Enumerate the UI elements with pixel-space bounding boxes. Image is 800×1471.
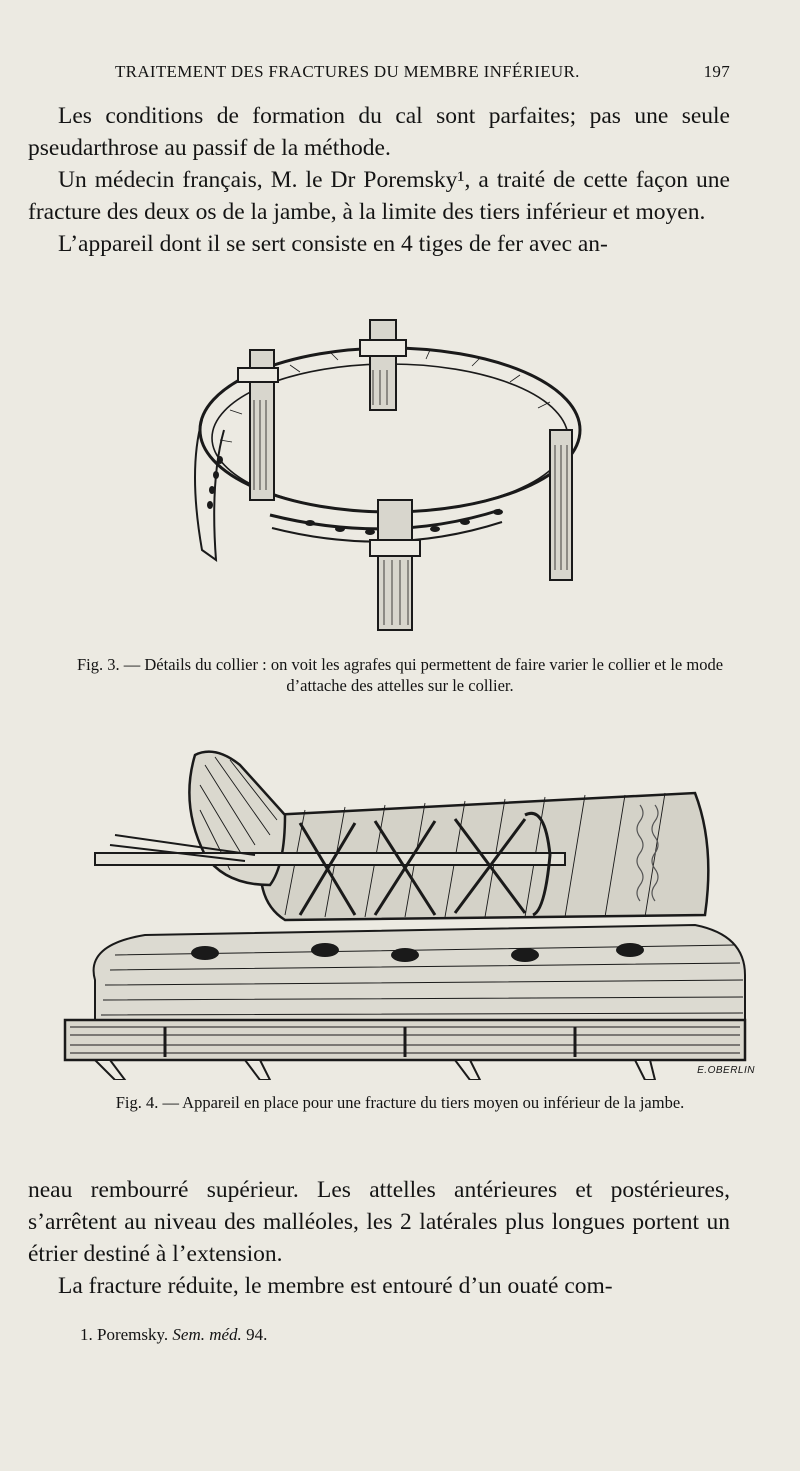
page-number: 197 (703, 62, 730, 81)
paragraph: Les conditions de formation du cal sont parfaites; pas une seule pseudarthrose au passif de la méthode. (28, 103, 730, 161)
paragraph: neau rembourré supérieur. Les attelles antérieures et postérieures, s’arrêtent au niveau des malléoles, les 2 latérales plus longues portent un étrier destiné à l’extension. (28, 1177, 730, 1267)
footnote-source: Sem. méd. (172, 1325, 242, 1344)
paragraph: La fracture réduite, le membre est entouré d’un ouaté com- (58, 1273, 613, 1299)
body-text-top (28, 100, 730, 260)
footnote-number: 1. (80, 1325, 93, 1344)
figure-4-drawing (55, 735, 755, 1080)
footnote-year: 94. (246, 1325, 268, 1344)
footnote (80, 1325, 720, 1345)
body-text-bottom (28, 1174, 730, 1302)
figure-4-caption: Fig. 4. — Appareil en place pour une fracture du tiers moyen ou inférieur de la jambe. (115, 1093, 685, 1112)
figure-4-apparatus-illustration (55, 735, 755, 1080)
running-header (115, 62, 730, 88)
footnote-author: Poremsky. (97, 1325, 169, 1344)
paragraph: Un médecin français, M. le Dr Poremsky¹, a traité de cette façon une fracture des deux os de la jambe, à la limite des tiers inférieur et moyen. (28, 167, 730, 225)
figure-3-collar-illustration (180, 310, 600, 645)
paragraph: L’appareil dont il se sert consiste en 4 tiges de fer avec an- (58, 231, 608, 257)
engraver-signature: E.OBERLIN (697, 1065, 755, 1076)
header-title: TRAITEMENT DES FRACTURES DU MEMBRE INFÉRIEUR. (115, 62, 580, 81)
figure-3-caption: Fig. 3. — Détails du collier : on voit les agrafes qui permettent de faire varier le collier et le mode d’attache des attelles sur le collier. (76, 655, 724, 695)
